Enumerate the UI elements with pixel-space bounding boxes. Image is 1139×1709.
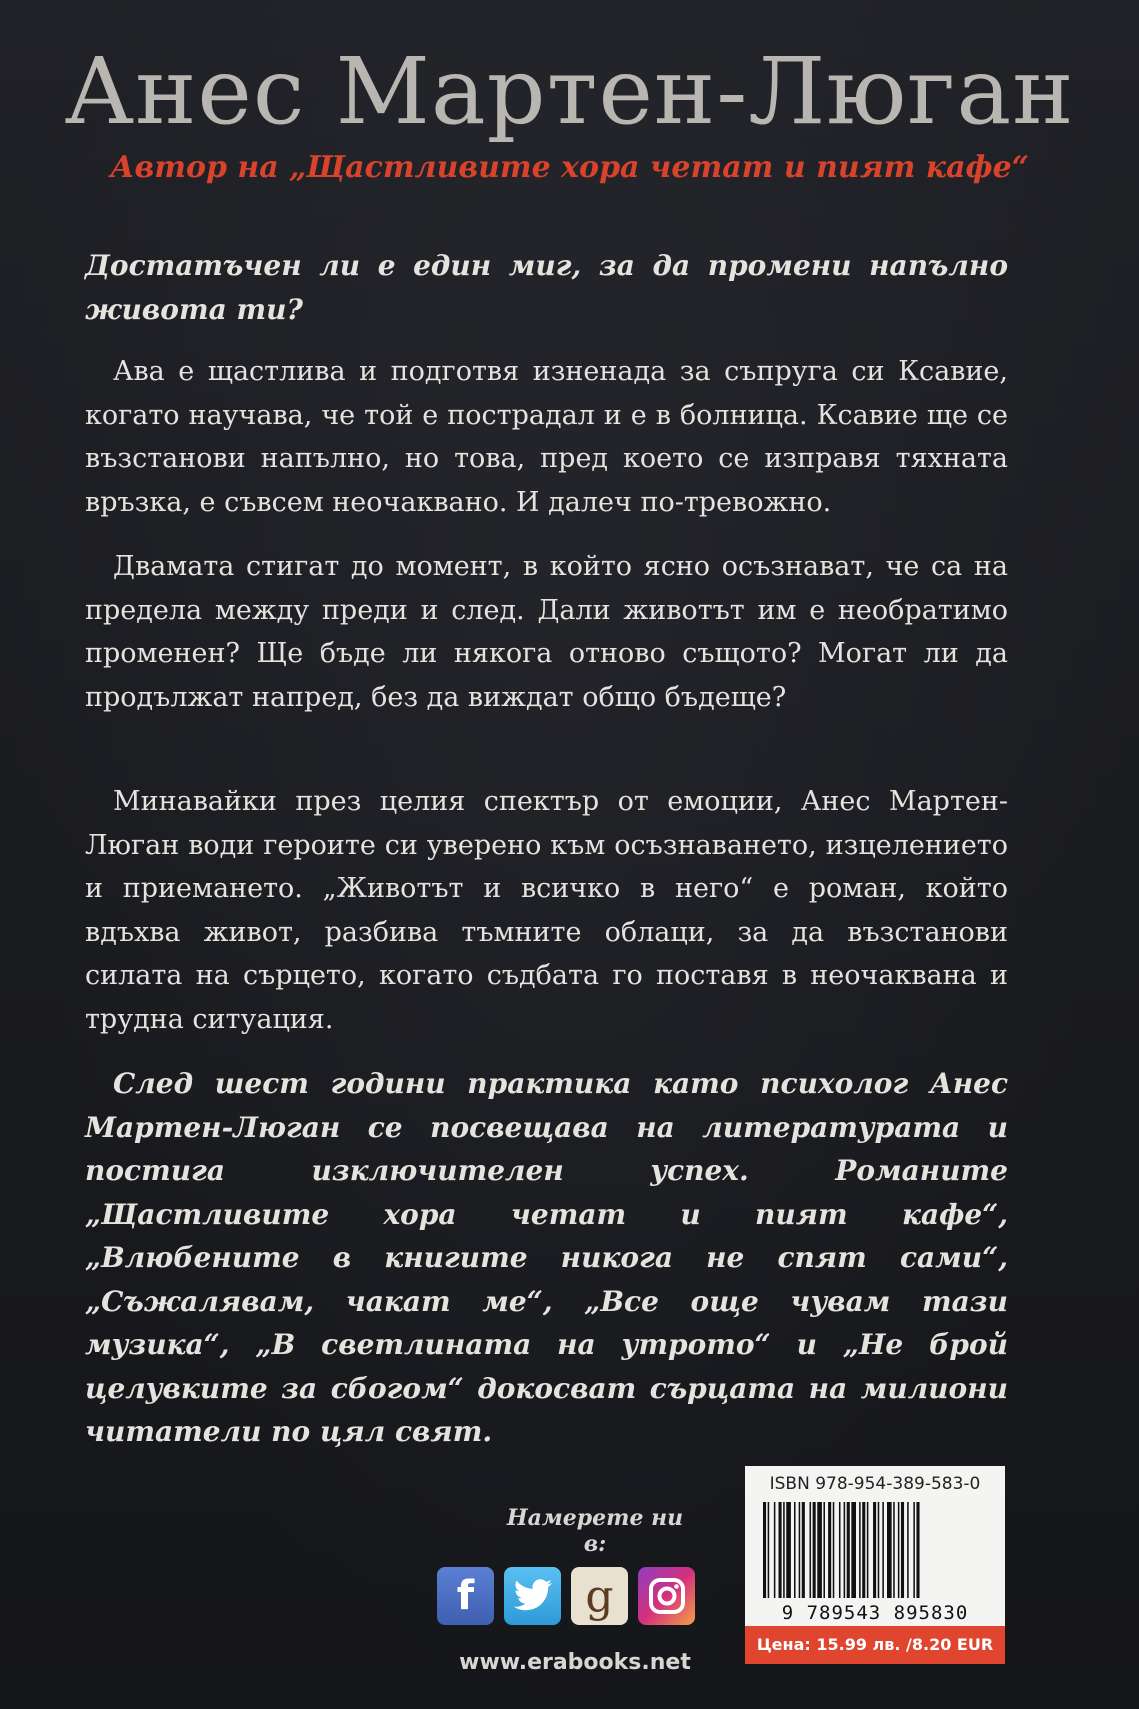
website-link[interactable]: www.erabooks.net	[459, 1650, 691, 1675]
facebook-icon[interactable]: f	[437, 1567, 494, 1625]
price-label: Цена: 15.99 лв. /8.20 EUR	[745, 1626, 1005, 1664]
blurb-paragraph-1: Ава е щастлива и подготвя изненада за съпруга си Ксавие, когато научава, че той е пострадал и е в болница. Ксавие ще се възстанови напълно, но това, пред което се изправя тяхната връзка, е съвсем неочаквано. И далеч по-тревожно.	[85, 356, 1008, 518]
blurb-paragraph-3: Минавайки през целия спектър от емоции, Анес Мартен-Люган води героите си уверено към осъзнаването, изцелението и приемането. „Животът и всичко в него“ е роман, който вдъхва живот, разбива тъмните облаци, за да възстанови силата на сърцето, когато съдбата го поставя в неочаквана и трудна ситуация.	[85, 786, 1008, 1035]
twitter-bird-icon	[513, 1579, 553, 1613]
intro-question: Достатъчен ли е един миг, за да промени напълно живота ти?	[85, 249, 1008, 326]
instagram-camera-icon	[647, 1576, 687, 1616]
find-us-label: Намерете ни в:	[506, 1505, 684, 1557]
goodreads-icon[interactable]: g	[571, 1567, 628, 1625]
instagram-icon[interactable]	[638, 1567, 695, 1625]
social-links	[437, 1567, 695, 1625]
twitter-icon[interactable]	[504, 1567, 561, 1625]
isbn-number: ISBN 978-954-389-583-0	[769, 1474, 981, 1494]
author-name: Анес Мартен-Люган	[64, 38, 1075, 145]
blurb-paragraph-2: Двамата стигат до момент, в който ясно осъзнават, че са на предела между преди и след. Дали животът им е необратимо променен? Ще бъде ли някога отново същото? Могат ли да продължат напред, без да виждат общо бъдеще?	[85, 551, 1008, 713]
author-subtitle: Автор на „Щастливите хора четат и пият кафе“	[110, 150, 1029, 185]
barcode-icon	[763, 1502, 987, 1598]
author-bio: След шест години практика като психолог Анес Мартен-Люган се посвещава на литературата и постига изключителен успех. Романите „Щастливите хора четат и пият кафе“, „Влюбените в книгите никога не спят сами“, „Съжалявам, чакат ме“, „Все още чувам тази музика“, „В светлината на утрото“ и „Не брой целувките за сбогом“ докосват сърцата на милиони читатели по цял свят.	[85, 1067, 1008, 1448]
barcode-box	[745, 1466, 1005, 1636]
barcode-digits: 9 789543 895830	[781, 1602, 969, 1624]
